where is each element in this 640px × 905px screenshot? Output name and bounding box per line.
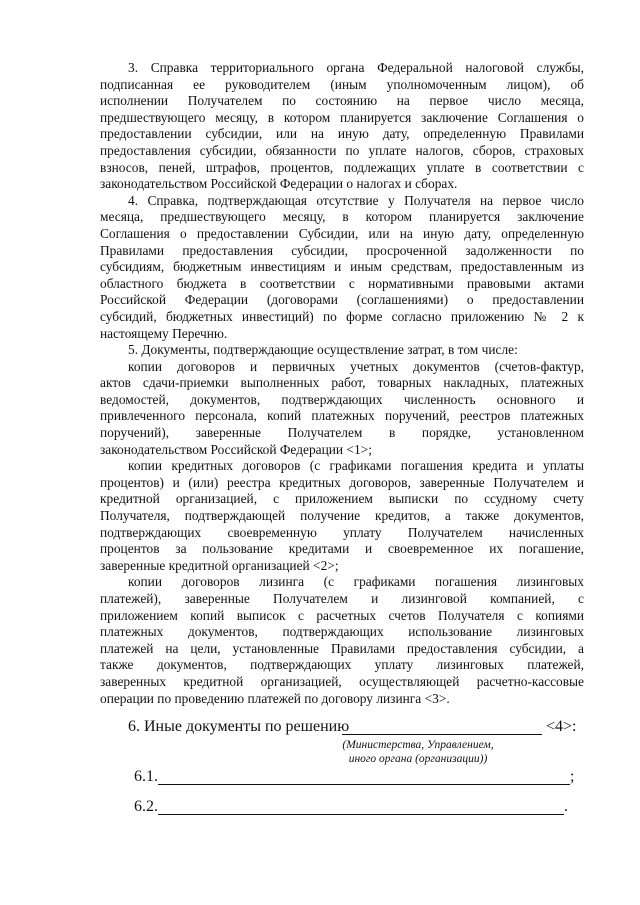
item-5-sub-1-line: ведомостей, документов, подтверждающих численность основного и — [100, 391, 584, 407]
item-4-line: Российской Федерации (договорами (соглашениями) о предоставлении — [100, 292, 584, 308]
item-6-label: 6. Иные документы по решению — [128, 718, 350, 735]
item-4-line: Соглашения о предоставлении Субсидии, или на иную дату, определенную — [100, 225, 584, 241]
item-5-sub-3-line: операции по проведению платежей по договору лизинга <3>. — [100, 690, 450, 706]
item-3-line: предоставления субсидии, обязанности по уплате налогов, сборов, страховых — [100, 142, 584, 158]
item-6-1-semicolon: ; — [570, 768, 575, 785]
item-3-line: 3. Справка территориального органа Федеральной налоговой службы, — [128, 60, 584, 75]
item-5-sub-3-line: заверенных кредитной организацией, осуществляющей расчетно-кассовые — [100, 673, 584, 689]
item-5-sub-3-line: платежей), заверенные Получателем и лизинговой компанией, с — [100, 591, 584, 606]
item-5-sub-3-line: платежных документов, подтверждающих использование лизинговых — [100, 624, 584, 640]
item-5-sub-2-paragraph — [100, 458, 584, 574]
item-4-line: месяца, предшествующего месяцу, в котором планируется заключение — [100, 209, 584, 225]
item-5-sub-2-line: Получателя, подтверждающей получение кредитов, а также документов, — [100, 508, 584, 524]
item-4-line: субсидий, бюджетных инвестиций) по форме согласно приложению № 2 к — [100, 308, 584, 324]
item-5-sub-3-line: платежей на цели, установленные Правилами предоставления субсидии, а — [100, 640, 584, 656]
item-4-paragraph — [100, 193, 584, 342]
item-5-heading-text: 5. Документы, подтверждающие осуществление затрат, в том числе: — [128, 342, 518, 358]
item-6-caption-line-2: иного органа (организации)) — [348, 753, 488, 765]
item-5-sub-1-line: поручений), заверенные Получателем в порядке, установленном — [100, 425, 584, 441]
item-5-sub-2-line: заверенные кредитной организацией <2>; — [100, 557, 339, 573]
item-3-line: взносов, пеней, штрафов, процентов, подлежащих уплате в соответствии с — [100, 159, 584, 175]
item-5-sub-1-line: копии договоров и первичных учетных документов (счетов-фактур, — [128, 358, 584, 374]
item-5-sub-2-line: процентов за пользование кредитами и своевременное их погашение, — [100, 541, 584, 557]
item-5-sub-1-line: актов сдачи-приемки выполненных работ, товарных накладных, платежных — [100, 375, 584, 391]
item-3-line: предоставлении субсидии, или на иную дату, определенную Правилами — [100, 126, 584, 142]
item-4-line: субсидиям, бюджетным инвестициям и иным средствам, предоставленным из — [100, 259, 584, 275]
item-5-sub-3-line: копии договоров лизинга (с графиками погашения лизинговых — [128, 574, 584, 590]
item-5-sub-3-line: также документов, подтверждающих уплату лизинговых платежей, — [100, 657, 584, 673]
item-6-1-fill-line[interactable] — [158, 770, 570, 785]
item-6-1-label: 6.1. — [134, 768, 158, 785]
item-6-fill-line[interactable] — [342, 720, 542, 735]
item-3-paragraph — [100, 60, 584, 193]
item-5-sub-3-line: приложением копий выписок с расчетных счетов Получателя с копиями — [100, 607, 584, 623]
item-3-line: предшествующего месяцу, в котором планируется заключение Соглашения о — [100, 109, 584, 125]
item-4-line: областного бюджета в соответствии с нормативными правовыми актами — [100, 275, 584, 291]
item-6-2-label: 6.2. — [134, 798, 158, 815]
item-6-caption-line-1: (Министерства, Управлением, — [342, 739, 494, 751]
item-5-sub-2-line: копии кредитных договоров (с графиками погашения кредита и уплаты — [128, 458, 584, 474]
item-6-2-period: . — [564, 798, 568, 815]
item-5-sub-2-line: подтверждающих своевременную уплату Получателем начисленных — [100, 524, 584, 540]
item-3-line: исполнении Получателем по состоянию на первое число месяца, — [100, 93, 584, 109]
item-3-line: законодательством Российской Федерации о налогах и сборах. — [100, 176, 458, 192]
item-5-sub-3-paragraph — [100, 574, 584, 707]
item-6-caption — [318, 738, 518, 766]
item-4-line: 4. Справка, подтверждающая отсутствие у Получателя на первое число — [128, 192, 584, 208]
item-4-line: настоящему Перечню. — [100, 325, 228, 341]
item-5-heading — [100, 342, 584, 359]
item-6-footnote-ref: <4>: — [546, 718, 577, 735]
item-3-line: подписанная ее руководителем (иным уполномоченным лицом), об — [100, 76, 584, 92]
document-page — [100, 60, 584, 707]
item-6-2-fill-line[interactable] — [158, 800, 564, 815]
item-5-sub-1-paragraph — [100, 359, 584, 459]
item-5-sub-1-line: привлеченного персонала, копий платежных поручений, реестров платежных — [100, 408, 584, 424]
item-5-sub-2-line: процентов) и (или) реестра кредитных договоров, заверенные Получателем и — [100, 474, 584, 490]
item-4-line: Правилами предоставления субсидии, просроченной задолженности по — [100, 242, 584, 258]
item-5-sub-2-line: кредитной организацией, с приложением выписки по ссудному счету — [100, 491, 584, 507]
item-5-sub-1-line: законодательством Российской Федерации <1>; — [100, 441, 372, 457]
